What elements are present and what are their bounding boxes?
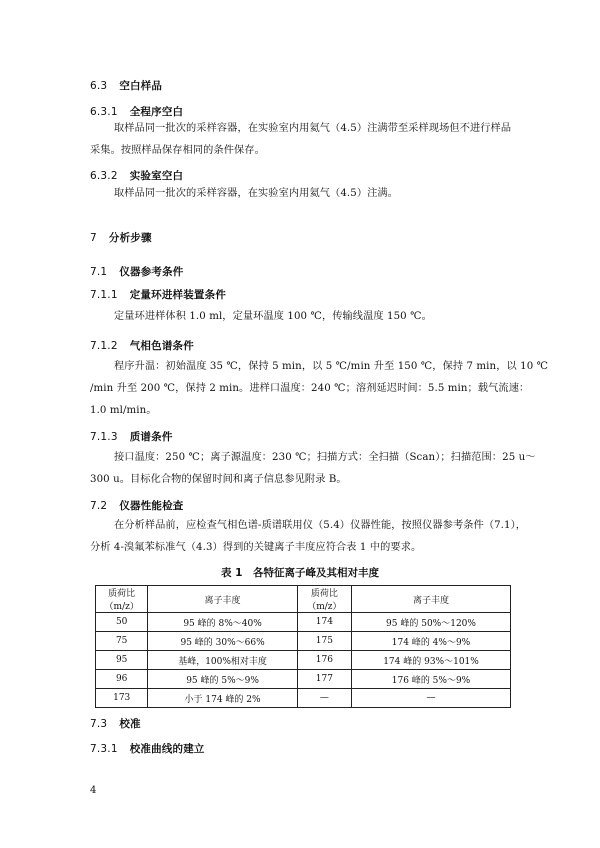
heading-7-2: 7.2 仪器性能检查 [90,500,184,512]
table-cell: 基峰，100%相对丰度 [148,651,297,670]
table-title: 表 1 各特征离子峰及其相对丰度 [221,567,379,579]
table-cell: 174 峰的 4%～9% [352,632,511,651]
header-abundance-1: 离子丰度 [148,586,297,613]
paragraph-7-2: 在分析样品前，应检查气相色谱-质谱联用仪（5.4）仪器性能，按照仪器参考条件（7.1）， 分析 4-溴氟苯标准气（4.3）得到的关键离子丰度应符合表 1 中的要求。 [90,520,527,553]
table-cell: 177 [297,670,351,689]
table-cell: 95 峰的 8%～40% [148,613,297,632]
table-row [96,689,511,708]
heading-7-1-3: 7.1.3 质谱条件 [90,431,173,443]
table-cell: 95 峰的 5%～9% [148,670,297,689]
table-cell: 176 峰的 5%～9% [352,670,511,689]
table-cell: 173 [96,689,148,708]
table-row [96,632,511,651]
table-cell: 95 峰的 30%～66% [148,632,297,651]
header-abundance-2: 离子丰度 [352,586,511,613]
paragraph-7-1-3: 接口温度：250 ℃；离子源温度：230 ℃；扫描方式：全扫描（Scan）；扫描范围：25 u～ 300 u。目标化合物的保留时间和离子信息参见附录 B。 [90,452,536,485]
heading-7: 7 分析步骤 [90,232,152,244]
heading-7-1-2: 7.1.2 气相色谱条件 [90,340,194,352]
table-cell: 95 [96,651,148,670]
heading-6-3: 6.3 空白样品 [90,80,163,92]
table-cell: — [297,689,351,708]
paragraph-6-3-1: 取样品同一批次的采样容器，在实验室内用氦气（4.5）注满带至采样现场但不进行样品 采集。按照样品保存相同的条件保存。 [90,123,512,156]
table-cell: 95 峰的 50%～120% [352,613,511,632]
table-cell: 175 [297,632,351,651]
heading-7-1-1: 7.1.1 定量环进样装置条件 [90,289,227,301]
ion-abundance-table [95,585,511,708]
table-row [96,613,511,632]
table-cell: 174 [297,613,351,632]
table-cell: 75 [96,632,148,651]
paragraph-7-1-2: 程序升温：初始温度 35 ℃，保持 5 min，以 5 ℃/min 升至 150 ℃，保持 7 min，以 10 ℃ /min 升至 200 ℃，保持 2 min。进样口温度：240 ℃；溶剂延迟时间：5.5 min；载气流速： 1.0 ml/min。 [90,361,549,416]
table-cell: 176 [297,651,351,670]
table-cell: 174 峰的 93%～101% [352,651,511,670]
heading-6-3-2: 6.3.2 实验室空白 [90,170,184,182]
heading-7-3: 7.3 校准 [90,718,141,730]
table-cell: 50 [96,613,148,632]
header-mz-1: 质荷比（m/z） [96,586,148,613]
paragraph-6-3-2: 取样品同一批次的采样容器，在实验室内用氦气（4.5）注满。 [114,188,398,199]
table-row [96,651,511,670]
table-cell: 96 [96,670,148,689]
heading-7-1: 7.1 仪器参考条件 [90,266,184,278]
table-header-row [96,586,511,613]
header-mz-2: 质荷比（m/z） [297,586,351,613]
table-row [96,670,511,689]
heading-7-3-1: 7.3.1 校准曲线的建立 [90,743,205,755]
heading-6-3-1: 6.3.1 全程序空白 [90,106,184,118]
table-cell: 小于 174 峰的 2% [148,689,297,708]
page-number: 4 [90,785,97,796]
paragraph-7-1-1: 定量环进样体积 1.0 ml，定量环温度 100 ℃，传输线温度 150 ℃。 [114,311,432,322]
table-cell: — [352,689,511,708]
